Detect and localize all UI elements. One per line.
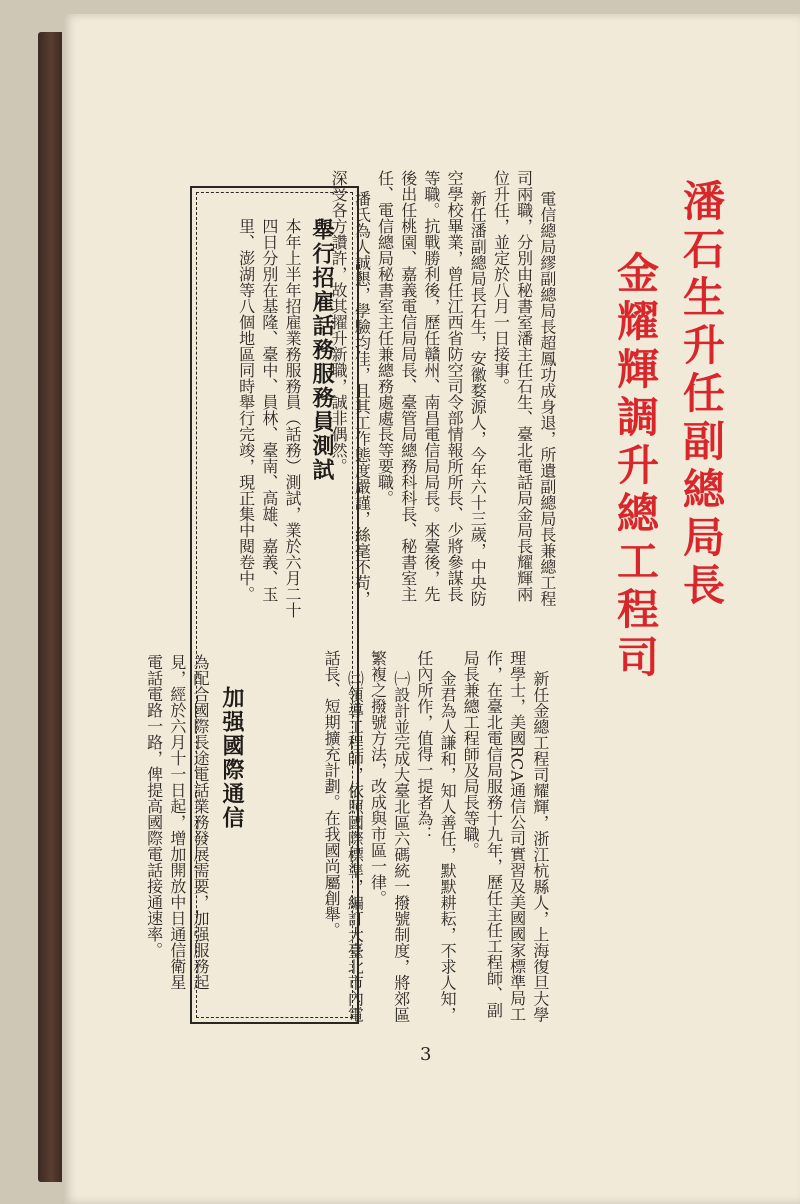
- main-para-4: 新任金總工程司耀輝，浙江杭縣人，上海復旦大學理學士，美國RCA通信公司實習及美國國家標準局工作，在臺北電信局服務十九年，歷任主任工程師、副局長兼總工程師及局長等職。: [461, 650, 550, 1023]
- page-number: 3: [420, 1044, 432, 1065]
- box-article-title: 舉行招雇話務服務員測試: [309, 218, 334, 482]
- boxed-article: [190, 186, 359, 1024]
- main-para-5: 金君為人謙和，知人善任，默默耕耘，不求人知，任內所作，值得一提者為：: [414, 650, 458, 1023]
- main-para-3: 潘氏為人誠懇，學驗均佳，且其工作態度嚴謹，絲毫不苟，深受各方讚許，故其擢升新職，誠非偶然。: [329, 170, 372, 607]
- main-para-1: 電信總局繆副總局長超鳳功成身退，所遺副總局長兼總工程司兩職，分別由秘書室潘主任石生、臺北電話局金局長耀輝兩位升任，並定於八月一日接事。: [491, 170, 557, 607]
- box-article-body: 本年上半年招雇業務服務員（話務）測試，業於六月二十四日分別在基隆、臺中、員林、臺南、高雄、嘉義、玉里、澎湖等八個地區同時舉行完竣，現正集中閱卷中。: [236, 218, 302, 618]
- main-para-6: ㈠設計並完成大臺北區六碼統一撥號制度，將郊區繁複之撥號方法，改成與市區一律。: [368, 650, 411, 1023]
- main-para-7: ㈡領導工程師，依照國際標準，編訂大臺北市內電話長、短期擴充計劃。在我國尚屬創舉。: [322, 650, 365, 1023]
- main-para-2: 新任潘副總局長石生，安徽婺源人，今年六十三歲，中央防空學校畢業，曾任江西省防空司令部情報所所長、少將參謀長等職。抗戰勝利後，歷任贛州、南昌電信局局長。來臺後，先後出任桃園、嘉義電信局局長、臺管局總務科科長、秘書室主任、電信總局秘書室主任兼總務處處長等要職。: [375, 170, 488, 607]
- magazine-page: [62, 14, 800, 1204]
- intl-article-body: 為配合國際長途電話業務發展需要，加强服務起見，經於六月十一日起，增加開放中日通信衛星電話電路一路，俾提高國際電話接通速率。: [144, 654, 210, 990]
- intl-article-title: 加强國際通信: [219, 686, 244, 830]
- headline-line1: 潘石生升任副總局長: [677, 179, 726, 611]
- headline-line2: 金耀輝調升總工程司: [611, 251, 660, 683]
